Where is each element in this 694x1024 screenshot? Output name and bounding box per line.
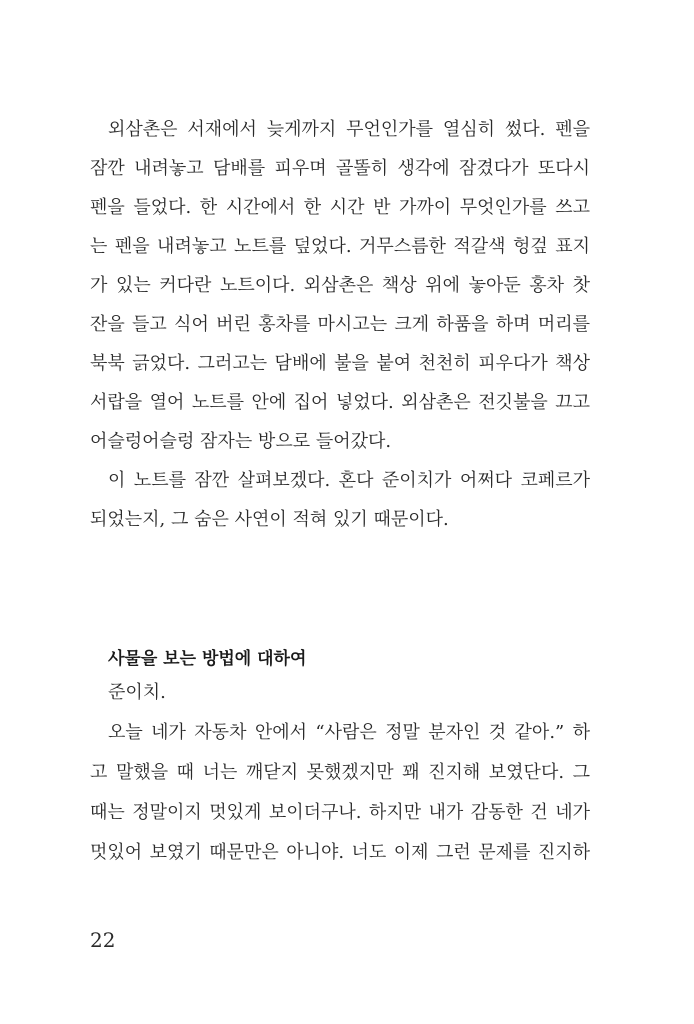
section-heading: 사물을 보는 방법에 대하여 <box>108 649 307 669</box>
text-line: 가 있는 커다란 노트이다. 외삼촌은 책상 위에 놓아둔 홍차 찻 <box>90 275 590 296</box>
text-line: 준이치. <box>108 682 166 703</box>
text-line: 어슬렁어슬렁 잠자는 방으로 들어갔다. <box>90 431 392 452</box>
text-line: 북북 긁었다. 그러고는 담배에 불을 붙여 천천히 피우다가 책상 <box>90 353 590 374</box>
text-line: 는 펜을 내려놓고 노트를 덮었다. 거무스름한 적갈색 헝겊 표지 <box>90 236 590 257</box>
text-line: 서랍을 열어 노트를 안에 집어 넣었다. 외삼촌은 전깃불을 끄고 <box>90 392 590 413</box>
text-line: 이 노트를 잠깐 살펴보겠다. 혼다 준이치가 어쩌다 코페르가 <box>108 470 590 491</box>
text-line: 외삼촌은 서재에서 늦게까지 무언인가를 열심히 썼다. 펜을 <box>108 119 590 140</box>
text-line: 되었는지, 그 숨은 사연이 적혀 있기 때문이다. <box>90 509 449 530</box>
page-number: 22 <box>90 928 116 952</box>
text-line: 멋있어 보였기 때문만은 아니야. 너도 이제 그런 문제를 진지하 <box>90 842 590 863</box>
text-line: 펜을 들었다. 한 시간에서 한 시간 반 가까이 무엇인가를 쓰고 <box>90 197 590 218</box>
text-line: 고 말했을 때 너는 깨닫지 못했겠지만 꽤 진지해 보였단다. 그 <box>90 762 590 783</box>
text-line: 때는 정말이지 멋있게 보이더구나. 하지만 내가 감동한 건 네가 <box>90 802 590 823</box>
text-line: 오늘 네가 자동차 안에서 “사람은 정말 분자인 것 같아.” 하 <box>108 722 590 743</box>
text-line: 잠깐 내려놓고 담배를 피우며 골똘히 생각에 잠겼다가 또다시 <box>90 158 590 179</box>
text-line: 잔을 들고 식어 버린 홍차를 마시고는 크게 하품을 하며 머리를 <box>90 314 590 335</box>
